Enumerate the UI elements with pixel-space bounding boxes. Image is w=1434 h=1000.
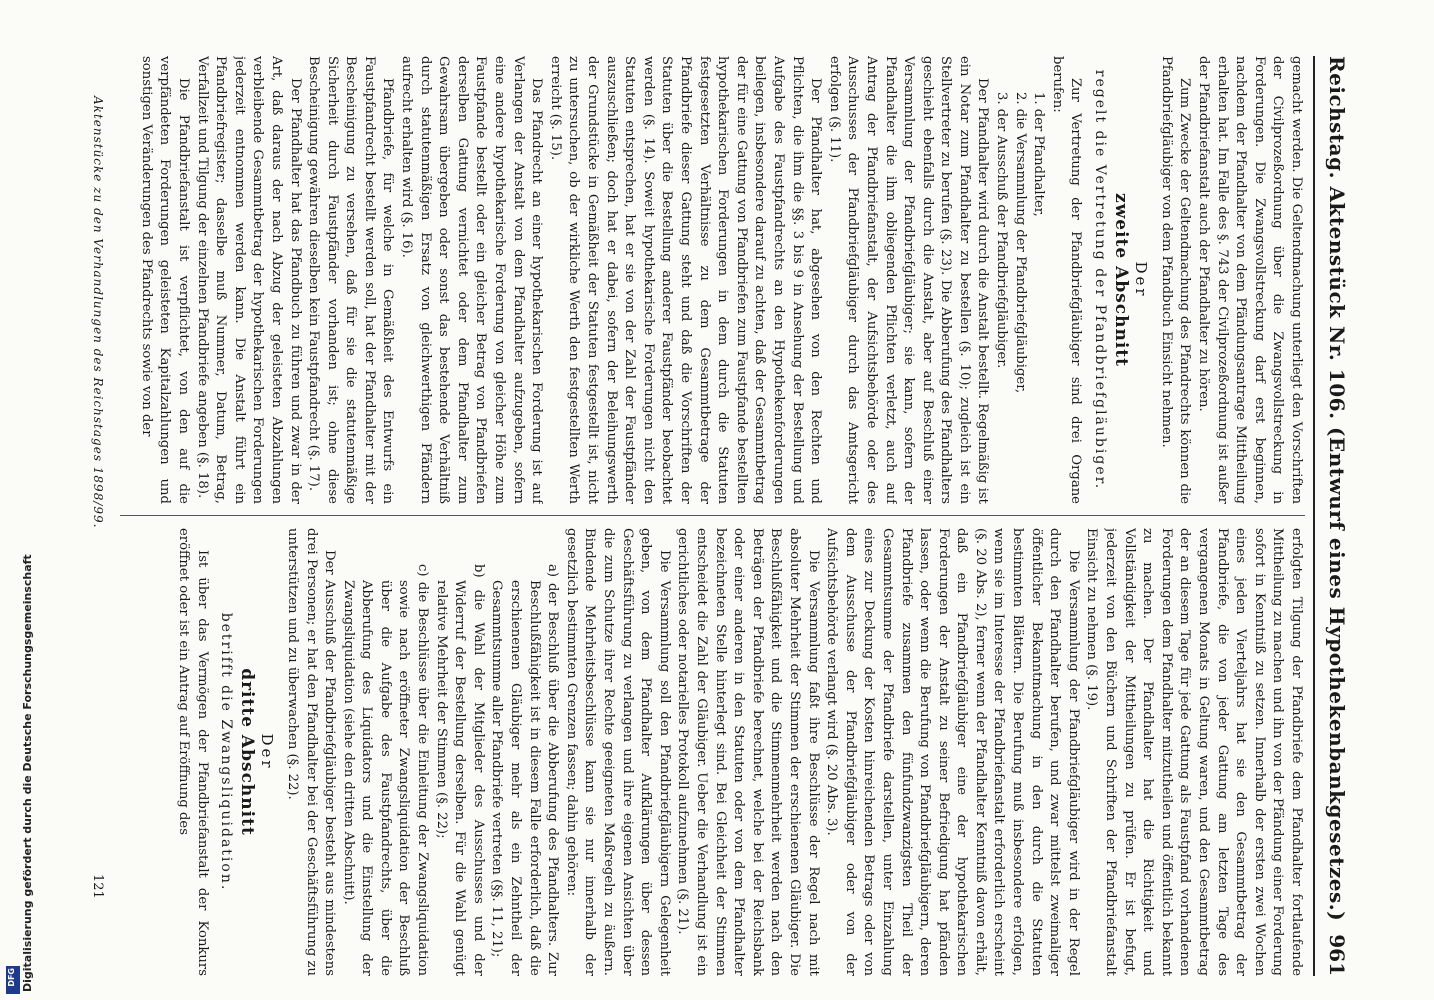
paragraph: Das Pfandrecht an einer hypothekarischen Forderung ist auf Verlangen der Anstalt von dem Pfandhalter aufzugeben, sofern eine andere hypothekarische Forderung von gleicher Höhe zum Faustpfande bestellt oder ein gleicher Betrag von Pfandbriefen derselben Gattung vernichtet oder dem Pfandhalter zum Gewahrsam übergeben oder sonst das bestehende Verhältniß durch statutenmäßigen Ersatz von gleichwerthigen Pfändern aufrecht erhalten wird (§. 16).	[399, 56, 545, 504]
paragraph: Die Versammlung faßt ihre Beschlüsse der Regel nach mit absoluter Mehrheit der Stimmen der erschienenen Gläubiger. Die Beschlußfähigkeit und die Stimmenmehrheit werden nach den Beträgen der Pfandbriefe berechnet, welche bei der Reichsbank oder einer anderen in den Statuten oder von dem Pfandhalter bezeichneten Stelle hinterlegt sind. Bei Gleichheit der Stimmen entscheidet die Zahl der Gläubiger. Ueber die Verhandlung ist ein gerichtliches oder notarielles Protokoll aufzunehmen (§. 21).	[675, 528, 821, 976]
right-column	[105, 528, 1305, 976]
section-title: dritte Abschnitt	[236, 668, 257, 836]
left-column	[105, 56, 1305, 504]
funding-note: Digitalisierung gefördert durch die Deutsche Forschungsgemeinschaft	[21, 554, 34, 992]
list-item: c) die Beschlüsse über die Einleitung der Zwangsliquidation sowie nach eröffneter Zwangsliquidation der Beschluß über die Aufgabe des Faustpfandrechts, über die Abberufung des Liquidators und die Einstellung der Zwangsliquidation (siehe den dritten Abschnitt).	[340, 564, 431, 976]
organ-list	[992, 56, 1048, 504]
paragraph: gemacht werden. Die Geltendmachung unterliegt den Vorschriften der Civilprozeßordnung über die Zwangsvollstreckung in Forderungen. Die Zwangsvollstreckung darf erst beginnen, nachdem der Pfandhalter von dem Pfändungsantrage Mittheilung erhalten hat. Im Falle des §. 743 der Civilprozeßordnung ist außer der Pfandbriefanstalt auch der Pfandhalter zu hören.	[1196, 56, 1304, 504]
section-der: Der	[1132, 261, 1151, 299]
paragraph: Zum Zwecke der Geltendmachung des Pfandrechts können die Pfandbriefgläubiger von dem Pfandbuch Einsicht nehmen.	[1158, 56, 1193, 504]
list-item: 2. die Versammlung der Pfandbriefgläubiger,	[1012, 92, 1028, 394]
paragraph: Der Pfandhalter hat das Pfandbuch zu führen und zwar in der Art, daß daraus der nach Abzug der geleisteten Abzahlungen verbleibende Gesammtbetrag der hypothekarischen Forderungen jederzeit entnommen werden kann. Die Anstalt führt ein Pfandbriefregister; dasselbe muß Nummer, Datum, Betrag, Verfallzeit und Tilgung der einzelnen Pfandbriefe angeben (§. 18).	[194, 56, 303, 504]
section-title: zweite Abschnitt	[1110, 192, 1131, 368]
resolution-list	[338, 528, 561, 976]
digitization-strip	[3, 0, 34, 1000]
list-item: 1. der Pfandhalter,	[1031, 92, 1047, 217]
paragraph: Der Ausschuß der Pfandbriefgläubiger besteht aus mindestens drei Personen; er hat den Pfandhalter bei der Geschäftsführung zu unterstützen und zu überwachen (§. 22).	[284, 528, 338, 976]
paragraph: Der Pfandhalter wird durch die Anstalt bestellt. Regelmäßig ist ein Notar zum Pfandhalter zu bestellen (§. 10); zugleich ist ein Stellvertreter zu berufen (§. 23). Die Abberufung des Pfandhalters geschieht ebenfalls durch die Anstalt, aber auf Beschluß einer Versammlung der Pfandbriefgläubiger; sie kann, sofern der Pfandhalter die ihm obliegenden Pflichten verletzt, auch auf Antrag der Pfandbriefanstalt, der Aufsichtsbehörde oder des Ausschusses der Pfandbriefgläubiger durch das Amtsgericht erfolgen (§. 11).	[826, 56, 991, 504]
list-item: a) der Beschluß über die Abberufung des Pfandhalters. Zur Beschlußfähigkeit ist in diesem Falle erforderlich, daß die erschienenen Gläubiger mehr als ein Zehntheil der Gesammtsumme aller Pfandbriefe vertreten (§§. 11, 21);	[489, 564, 561, 976]
folio-number: 121	[90, 874, 105, 899]
paragraph: Die Pfandbriefanstalt ist verpflichtet, von den auf die verpfändeten Forderungen geleisteten Kapitalzahlungen und sonstigen Veränderungen des Pfandrechts sowie von der	[138, 56, 191, 504]
paragraph: Zur Vertretung der Pfandbriefgläubiger sind drei Organe berufen:	[1049, 56, 1084, 504]
column-divider	[120, 515, 1305, 516]
footer-note: Aktenstücke zu den Verhandlungen des Reichstages 1898/99.	[91, 96, 105, 529]
section-der: Der	[258, 733, 277, 771]
dfg-logo-icon	[6, 966, 20, 994]
section-subtitle: regelt die Vertretung der Pfandbriefgläubiger.	[1092, 69, 1109, 491]
running-title: Reichstag. Aktenstück Nr. 106. (Entwurf eines Hypothekenbankgesetzes.)	[1325, 56, 1349, 922]
paragraph: Die Versammlung soll den Pfandbriefgläubigern Gelegenheit geben, von dem Pfandhalter Aufklärungen über dessen Geschäftsführung zu verlangen und ihre eigenen Ansichten über die zum Schutze ihrer Rechte geeigneten Maßregeln zu äußern. Bindende Mehrheitsbeschlüsse kann sie nur innerhalb der gesetzlich bestimmten Grenzen fassen; dahin gehören:	[563, 528, 672, 976]
section-subtitle: betrifft die Zwangsliquidation.	[218, 612, 235, 892]
list-item: b) die Wahl der Mitglieder des Ausschusses und der Widerruf der Bestellung derselben. Für die Wahl genügt relative Mehrheit der Stimmen (§. 22);	[433, 564, 486, 976]
paragraph: Die Versammlung der Pfandbriefgläubiger wird in der Regel durch den Pfandhalter berufen, und zwar mittelst zweimaliger öffentlicher Bekanntmachung in den durch die Statuten bestimmten Blättern. Die Berufung muß insbesondere erfolgen, wenn sie im Interesse der Pfandbriefanstalt erforderlich erscheint (§. 20 Abs. 2), ferner wenn der Pfandhalter Kenntniß davon erhält, daß ein Pfandbriefgläubiger eine der hypothekarischen Forderungen der Anstalt zu seiner Befriedigung hat pfänden lassen, oder wenn die Berufung von Pfandbriefgläubigern, deren Pfandbriefe zusammen den fünfundzwanzigsten Theil der Gesammtsumme der Pfandbriefe darstellen, unter Einzahlung eines zur Deckung der Kosten hinreichenden Betrags oder von dem Ausschusse der Pfandbriefgläubiger oder von der Aufsichtsbehörde verlangt wird (§. 20 Abs. 3).	[824, 528, 1081, 976]
running-header	[1315, 56, 1349, 976]
header-rule	[1313, 56, 1315, 976]
list-item: 3. der Ausschuß der Pfandbriefgläubiger.	[994, 92, 1010, 369]
paragraph: erfolgten Tilgung der Pfandbriefe dem Pfandhalter fortlaufende Mittheilung zu machen und ihn von der Pfändung einer Forderung sofort in Kenntniß zu setzen. Innerhalb der ersten zwei Wochen eines jeden Vierteljahrs hat sie den Gesammtbetrag der Pfandbriefe, die von jeder Gattung am letzten Tage des vergangenen Monats in Geltung waren, und den Gesammtbetrag der an diesem Tage für jede Gattung als Faustpfand vorhandenen Forderungen dem Pfandhalter mitzutheilen und öffentlich bekannt zu machen. Der Pfandhalter hat die Richtigkeit und Vollständigkeit der Mittheilungen zu prüfen. Er ist befugt, jederzeit von den Büchern und Schriften der Pfandbriefanstalt Einsicht zu nehmen (§. 19).	[1084, 528, 1304, 976]
paragraph: Ist über das Vermögen der Pfandbriefanstalt der Konkurs eröffnet oder ist ein Antrag auf Eröffnung des	[175, 528, 210, 976]
rotated-document	[37, 36, 1367, 996]
page-number: 961	[1325, 934, 1349, 976]
paragraph: Pfandbriefe, für welche in Gemäßheit des Entwurfs ein Faustpfandrecht bestellt werden soll, hat der Pfandhalter mit der Bescheinigung zu versehen, daß für sie die statutenmäßige Sicherheit durch Faustpfänder vorhanden ist; ohne diese Bescheinigung gewähren dieselben kein Faustpfandrecht (§. 17).	[306, 56, 396, 504]
paragraph: Der Pfandhalter hat, abgesehen von den Rechten und Pflichten, die ihm die §§. 3 bis 9 in Ansehung der Bestellung und Aufgabe des Faustpfandrechts an den Hypothekenforderungen beilegen, insbesondere darauf zu achten, daß der Gesammtbetrag der für eine Gattung von Pfandbriefen zum Faustpfande bestellten hypothekarischen Forderungen in dem durch die Statuten festgesetzten Verhältnisse zu dem Gesammtbetrage der Pfandbriefe dieser Gattung steht und daß die Vorschriften der Statuten über die Bestellung anderer Faustpfänder beobachtet werden (§. 14). Soweit hypothekarische Forderungen nicht den Statuten entsprechen, hat er sie von der Zahl der Faustpfänder auszuschließen; doch hat er dabei, sofern der Beleihungswerth der Grundstücke in Gemäßheit der Statuten festgestellt ist, nicht zu untersuchen, ob der wirkliche Werth den festgestellten Werth erreicht (§. 15).	[547, 56, 824, 504]
logo-lettering: DFG	[7, 968, 16, 987]
